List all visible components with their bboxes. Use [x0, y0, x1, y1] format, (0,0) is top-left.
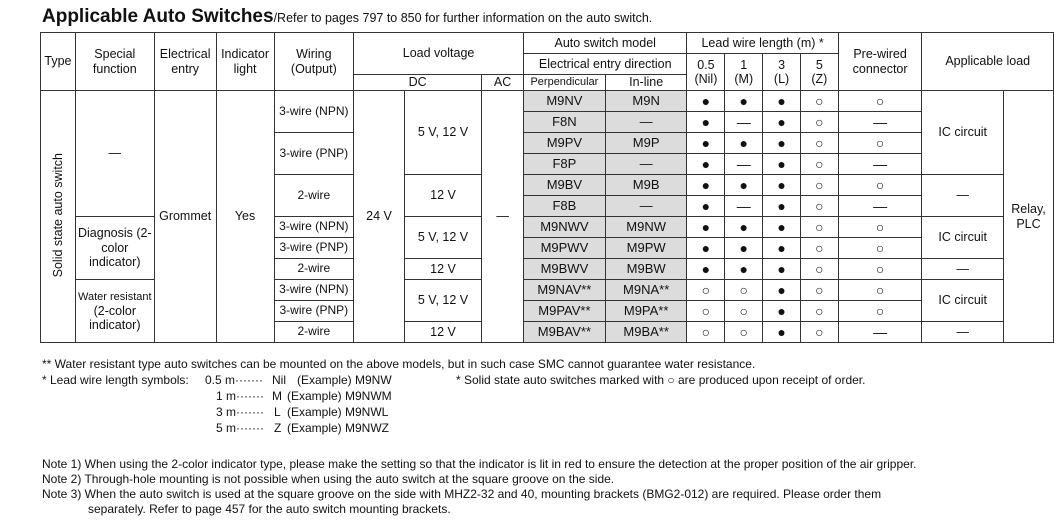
note-3-continued: separately. Refer to page 457 for the auto switch mounting brackets.	[88, 502, 451, 516]
wiring-npn: 3-wire (NPN)	[274, 91, 354, 133]
title-main: Applicable Auto Switches	[42, 6, 274, 27]
lead-len: 3 m·······	[216, 405, 264, 419]
lw-cell: ○	[800, 133, 838, 154]
model-inline: M9BA**	[605, 322, 687, 343]
dc-24v: 24 V	[354, 91, 405, 343]
lw-cell: ○	[725, 301, 763, 322]
lw-cell: ●	[687, 133, 725, 154]
lw-cell: ○	[800, 154, 838, 175]
lw-cell: —	[725, 112, 763, 133]
special-water-resistant: Water resistant (2-color indicator)	[75, 280, 154, 343]
wiring-2wire: 2-wire	[274, 322, 354, 343]
header-electrical-entry: Electrical entry	[154, 33, 216, 91]
wiring-pnp: 3-wire (PNP)	[274, 238, 354, 259]
lw-cell: ●	[763, 196, 801, 217]
lw-cell: ●	[763, 91, 801, 112]
load-dash-2: —	[922, 259, 1004, 280]
lead-sym: Nil	[272, 373, 286, 387]
header-auto-switch-model: Auto switch model	[523, 33, 687, 54]
model-inline: M9NW	[605, 217, 687, 238]
lead-example: (Example) M9NW	[297, 373, 392, 387]
model-perpendicular: M9BV	[523, 175, 605, 196]
lead-sym: M	[272, 389, 282, 403]
lw-cell: ○	[800, 196, 838, 217]
model-perpendicular: M9PWV	[523, 238, 605, 259]
lw-cell: ●	[725, 133, 763, 154]
wiring-npn: 3-wire (NPN)	[274, 280, 354, 301]
wiring-2wire: 2-wire	[274, 259, 354, 280]
header-lw-05: 0.5 (Nil)	[687, 54, 725, 91]
header-lw-1: 1 (M)	[725, 54, 763, 91]
model-perpendicular: F8P	[523, 154, 605, 175]
lw-cell: ○	[800, 91, 838, 112]
lw-cell: ○	[687, 280, 725, 301]
prewired-cell: —	[838, 196, 922, 217]
wiring-npn: 3-wire (NPN)	[274, 217, 354, 238]
voltage-5-12: 5 V, 12 V	[404, 217, 481, 259]
lw-cell: ●	[725, 175, 763, 196]
model-perpendicular: F8N	[523, 112, 605, 133]
model-inline: M9P	[605, 133, 687, 154]
lw-cell: ○	[800, 280, 838, 301]
voltage-12: 12 V	[404, 259, 481, 280]
type-label: Solid state auto switch	[50, 152, 65, 277]
lw-cell: ○	[800, 238, 838, 259]
prewired-cell: ○	[838, 175, 922, 196]
lw-cell: ●	[687, 154, 725, 175]
lw-cell: ●	[763, 175, 801, 196]
prewired-cell: ○	[838, 259, 922, 280]
footnote-order: * Solid state auto switches marked with ○ are produced upon receipt of order.	[456, 373, 866, 387]
lead-sym: Z	[274, 421, 282, 435]
model-inline: —	[605, 112, 687, 133]
header-wiring: Wiring (Output)	[274, 33, 354, 91]
voltage-12: 12 V	[404, 322, 481, 343]
lead-example: (Example) M9NWZ	[287, 421, 390, 435]
header-indicator-light: Indicator light	[216, 33, 274, 91]
load-ic-3: IC circuit	[922, 280, 1004, 322]
lead-example: (Example) M9NWM	[287, 389, 392, 403]
type-cell	[41, 91, 76, 343]
prewired-cell: ○	[838, 217, 922, 238]
lw-cell: ●	[725, 217, 763, 238]
lead-example: (Example) M9NWL	[287, 405, 389, 419]
model-inline: M9PA**	[605, 301, 687, 322]
lw-cell: ●	[725, 259, 763, 280]
lw-cell: ●	[763, 238, 801, 259]
lw-cell: ●	[687, 259, 725, 280]
load-dash-3: —	[922, 322, 1004, 343]
header-dc: DC	[354, 75, 482, 91]
lw-cell: ○	[800, 217, 838, 238]
load-dash-1: —	[922, 175, 1004, 217]
model-perpendicular: M9NV	[523, 91, 605, 112]
lw-cell: ●	[725, 238, 763, 259]
model-perpendicular: M9NWV	[523, 217, 605, 238]
lw-cell: ●	[763, 217, 801, 238]
prewired-cell: —	[838, 112, 922, 133]
model-perpendicular: M9BAV**	[523, 322, 605, 343]
title-subtitle: /Refer to pages 797 to 850 for further information on the auto switch.	[273, 11, 653, 25]
model-perpendicular: M9PAV**	[523, 301, 605, 322]
prewired-cell: ○	[838, 133, 922, 154]
model-perpendicular: M9NAV**	[523, 280, 605, 301]
load-ic-2: IC circuit	[922, 217, 1004, 259]
model-inline: M9N	[605, 91, 687, 112]
header-special-function: Special function	[75, 33, 154, 91]
lw-cell: ○	[725, 280, 763, 301]
lw-cell: ●	[763, 133, 801, 154]
model-inline: M9NA**	[605, 280, 687, 301]
lw-cell: ○	[687, 322, 725, 343]
model-inline: M9PW	[605, 238, 687, 259]
wiring-pnp: 3-wire (PNP)	[274, 301, 354, 322]
header-ac: AC	[482, 75, 524, 91]
lw-cell: ●	[763, 280, 801, 301]
note-3: Note 3) When the auto switch is used at the square groove on the side with MHZ2-32 and 40, mounting brackets (BMG2-012) are required. Please order them	[42, 487, 882, 501]
model-inline: —	[605, 154, 687, 175]
model-perpendicular: M9BWV	[523, 259, 605, 280]
note-1: Note 1) When using the 2-color indicator type, please make the setting so that the indicator is lit in red to ensure the detection at the proper position of the air gripper.	[42, 457, 917, 471]
entry-grommet: Grommet	[154, 91, 216, 343]
voltage-5-12: 5 V, 12 V	[404, 280, 481, 322]
lw-cell: —	[725, 196, 763, 217]
lw-cell: ○	[800, 112, 838, 133]
lw-cell: ●	[687, 238, 725, 259]
indicator-yes: Yes	[216, 91, 274, 343]
header-applicable-load: Applicable load	[922, 33, 1054, 91]
model-inline: M9BW	[605, 259, 687, 280]
header-lw-5: 5 (Z)	[800, 54, 838, 91]
footnote-water: ** Water resistant type auto switches can be mounted on the above models, but in such case SMC cannot guarantee water resistance.	[42, 357, 756, 371]
lw-cell: —	[725, 154, 763, 175]
header-type: Type	[41, 33, 76, 91]
header-entry-direction: Electrical entry direction	[523, 54, 687, 75]
lw-cell: ●	[763, 112, 801, 133]
prewired-cell: ○	[838, 238, 922, 259]
header-inline: In-line	[605, 75, 687, 91]
lead-len: 5 m·······	[216, 421, 264, 435]
model-perpendicular: M9PV	[523, 133, 605, 154]
lead-len: 0.5 m·······	[205, 373, 263, 387]
lw-cell: ●	[763, 322, 801, 343]
wiring-pnp: 3-wire (PNP)	[274, 133, 354, 175]
lw-cell: ●	[687, 217, 725, 238]
section-title	[42, 6, 652, 28]
lw-cell: ●	[687, 112, 725, 133]
prewired-cell: —	[838, 154, 922, 175]
model-inline: —	[605, 196, 687, 217]
lw-cell: ●	[763, 301, 801, 322]
lw-cell: ○	[725, 322, 763, 343]
header-prewired-connector: Pre-wired connector	[838, 33, 922, 91]
prewired-cell: —	[838, 322, 922, 343]
lw-cell: ●	[687, 175, 725, 196]
special-none: —	[75, 91, 154, 217]
note-2: Note 2) Through-hole mounting is not possible when using the auto switch at the square groove on the side.	[42, 472, 615, 486]
lw-cell: ○	[800, 259, 838, 280]
auto-switch-table	[40, 32, 1054, 343]
header-perpendicular: Perpendicular	[523, 75, 605, 91]
header-lw-3: 3 (L)	[763, 54, 801, 91]
voltage-5-12: 5 V, 12 V	[404, 91, 481, 175]
ac-dash: —	[482, 91, 524, 343]
special-diagnosis: Diagnosis (2-color indicator)	[75, 217, 154, 280]
prewired-cell: ○	[838, 280, 922, 301]
load-ic-1: IC circuit	[922, 91, 1004, 175]
model-inline: M9B	[605, 175, 687, 196]
wiring-2wire: 2-wire	[274, 175, 354, 217]
footnote-lead-prefix: * Lead wire length symbols:	[42, 373, 189, 387]
lead-sym: L	[274, 405, 281, 419]
lw-cell: ●	[687, 91, 725, 112]
lead-len: 1 m·······	[216, 389, 264, 403]
lw-cell: ●	[763, 154, 801, 175]
model-perpendicular: F8B	[523, 196, 605, 217]
load-relay-plc: Relay, PLC	[1003, 91, 1053, 343]
voltage-12: 12 V	[404, 175, 481, 217]
header-load-voltage: Load voltage	[354, 33, 524, 75]
prewired-cell: ○	[838, 91, 922, 112]
lw-cell: ○	[800, 301, 838, 322]
lw-cell: ○	[800, 322, 838, 343]
lw-cell: ●	[687, 196, 725, 217]
header-lead-wire-length: Lead wire length (m) *	[687, 33, 838, 54]
lw-cell: ●	[763, 259, 801, 280]
lw-cell: ○	[800, 175, 838, 196]
lw-cell: ●	[725, 91, 763, 112]
lw-cell: ○	[687, 301, 725, 322]
prewired-cell: ○	[838, 301, 922, 322]
